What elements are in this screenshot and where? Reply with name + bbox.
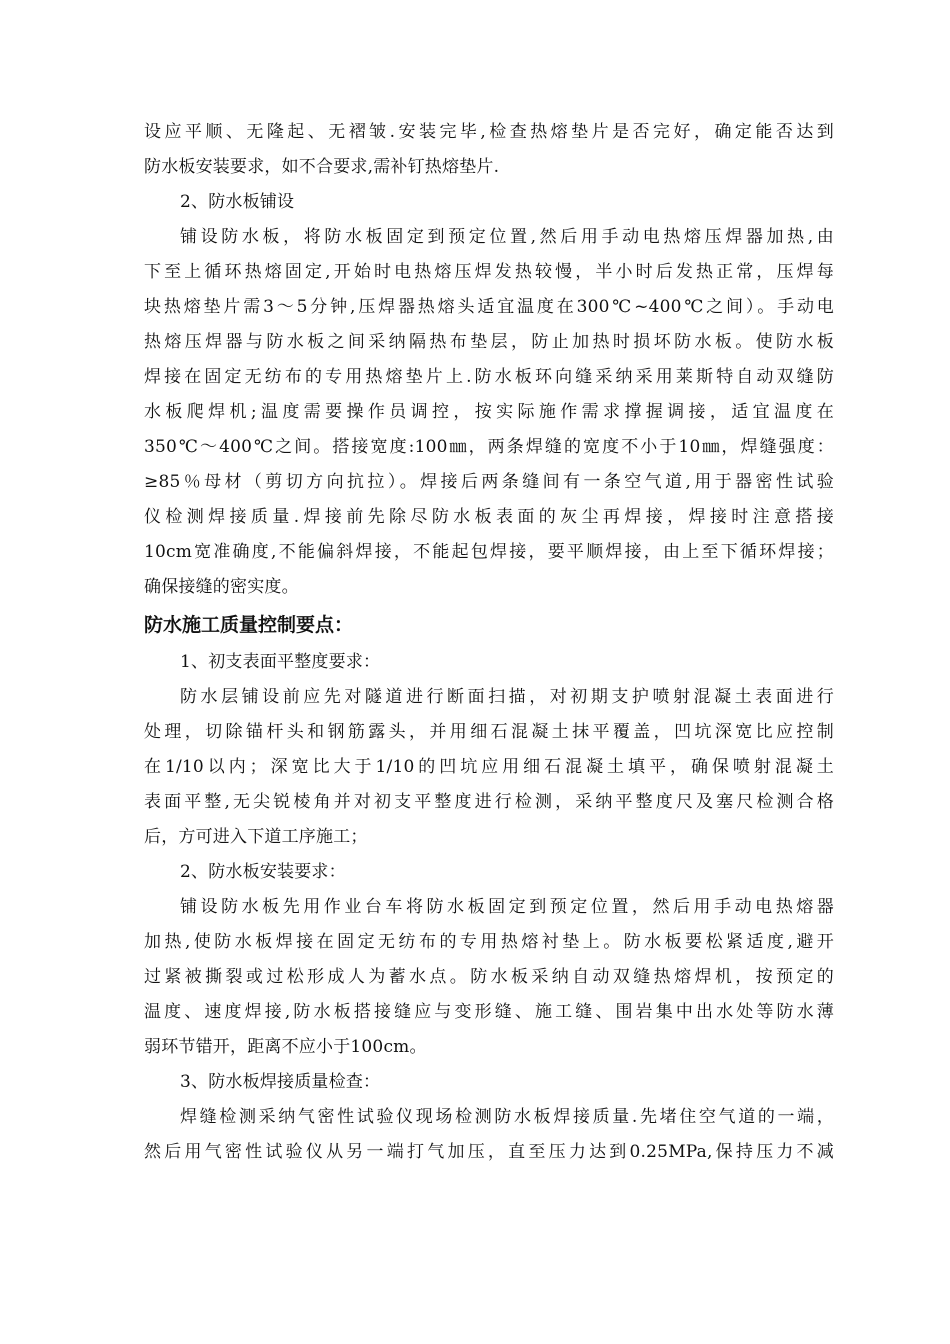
text-line: 防水板安装要求，如不合要求,需补钉热熔垫片.: [144, 157, 500, 177]
text-line: 温度、速度焊接,防水板搭接缝应与变形缝、施工缝、围岩集中出水处等防水薄: [144, 1002, 834, 1022]
text-line: 在1/10以内；深宽比大于1/10的凹坑应用细石混凝土填平，确保喷射混凝土: [144, 757, 834, 777]
text-line: 处理，切除锚杆头和钢筋露头，并用细石混凝土抹平覆盖，凹坑深宽比应控制: [144, 722, 834, 742]
paragraph-membrane-installation: [144, 890, 834, 1065]
text-line: 设应平顺、无隆起、无褶皱.安装完毕,检查热熔垫片是否完好，确定能否达到: [144, 122, 834, 142]
subsection-title-surface-flatness: 1、初支表面平整度要求：: [180, 652, 381, 672]
subsection-title-membrane-laying: 2、防水板铺设: [180, 192, 295, 212]
paragraph-installation-check: [144, 115, 834, 185]
paragraph-surface-flatness: [144, 680, 834, 855]
text-line: 下至上循环热熔固定,开始时电热熔压焊发热较慢，半小时后发热正常，压焊每: [144, 262, 834, 282]
text-line: 焊接在固定无纺布的专用热熔垫片上.防水板环向缝采纳采用莱斯特自动双缝防: [144, 367, 834, 387]
paragraph-membrane-laying: [144, 220, 834, 605]
text-line: 然后用气密性试验仪从另一端打气加压，直至压力达到0.25MPa,保持压力不减: [144, 1142, 834, 1162]
text-line: 热熔压焊器与防水板之间采纳隔热布垫层，防止加热时损坏防水板。使防水板: [144, 332, 834, 352]
text-line: 块热熔垫片需3～5分钟,压焊器热熔头适宜温度在300℃~400℃之间）。手动电: [144, 297, 834, 317]
text-line: 铺设防水板先用作业台车将防水板固定到预定位置，然后用手动电热熔器: [180, 897, 834, 917]
text-line: 铺设防水板，将防水板固定到预定位置,然后用手动电热熔压焊器加热,由: [180, 227, 834, 247]
text-line: 加热,使防水板焊接在固定无纺布的专用热熔衬垫上。防水板要松紧适度,避开: [144, 932, 834, 952]
subsection-title-membrane-installation: 2、防水板安装要求：: [180, 862, 346, 882]
text-line: 表面平整,无尖锐棱角并对初支平整度进行检测，采纳平整度尺及塞尺检测合格: [144, 792, 834, 812]
text-line: 确保接缝的密实度。: [144, 577, 299, 597]
document-page: [144, 115, 834, 1170]
text-line: 水板爬焊机;温度需要操作员调控，按实际施作需求撑握调接，适宜温度在: [144, 402, 834, 422]
text-line: 焊缝检测采纳气密性试验仪现场检测防水板焊接质量.先堵住空气道的一端，: [180, 1107, 834, 1127]
text-line: 过紧被撕裂或过松形成人为蓄水点。防水板采纳自动双缝热熔焊机，按预定的: [144, 967, 834, 987]
text-line: 350℃～400℃之间。搭接宽度:100㎜，两条焊缝的宽度不小于10㎜，焊缝强度：: [144, 437, 834, 457]
text-line: 弱环节错开，距离不应小于100cm。: [144, 1037, 427, 1057]
text-line: ≥85％母材（剪切方向抗拉）。焊接后两条缝间有一条空气道,用于器密性试验: [144, 472, 834, 492]
subsection-title-weld-inspection: 3、防水板焊接质量检查：: [180, 1072, 381, 1092]
text-line: 10cm宽准确度,不能偏斜焊接，不能起包焊接，要平顺焊接，由上至下循环焊接；: [144, 542, 834, 562]
text-line: 防水层铺设前应先对隧道进行断面扫描，对初期支护喷射混凝土表面进行: [180, 687, 834, 707]
paragraph-weld-inspection: [144, 1100, 834, 1170]
text-line: 仪检测焊接质量.焊接前先除尽防水板表面的灰尘再焊接，焊接时注意搭接: [144, 507, 834, 527]
text-line: 后，方可进入下道工序施工；: [144, 827, 368, 847]
section-heading-quality-control: 防水施工质量控制要点：: [144, 614, 354, 636]
